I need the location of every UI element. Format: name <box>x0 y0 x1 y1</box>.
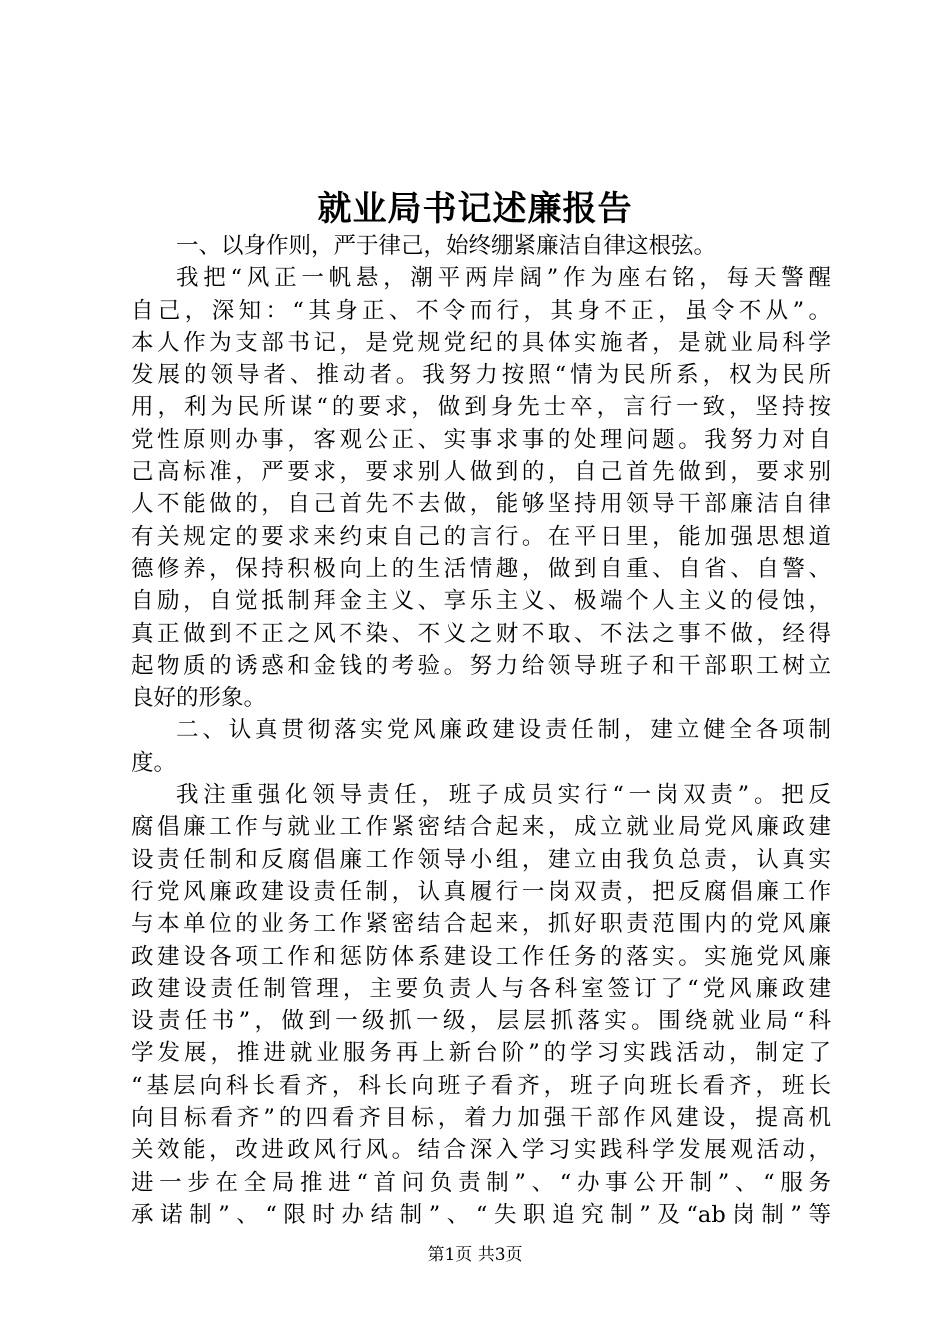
text-line: 发展的领导者、推动者。我努力按照“情为民所系，权为民所 <box>131 362 831 389</box>
text-line: “基层向科长看齐，科长向班子看齐，班子向班长看齐，班长 <box>131 1072 831 1099</box>
text-line: 行党风廉政建设责任制，认真履行一岗双责，把反腐倡廉工作 <box>131 878 831 905</box>
text-line: 向目标看齐”的四看齐目标，着力加强干部作风建设，提高机 <box>131 1105 831 1132</box>
text-line: 党性原则办事，客观公正、实事求事的处理问题。我努力对自 <box>131 426 831 453</box>
text-line: 政建设各项工作和惩防体系建设工作任务的落实。实施党风廉 <box>131 943 831 970</box>
text-line: 德修养，保持积极向上的生活情趣，做到自重、自省、自警、 <box>131 555 831 582</box>
text-line: 我注重强化领导责任，班子成员实行“一岗双责”。把反 <box>176 782 831 809</box>
text-line: 设责任书”，做到一级抓一级，层层抓落实。围绕就业局“科 <box>131 1008 831 1035</box>
text-line: 政建设责任制管理，主要负责人与各科室签订了“党风廉政建 <box>131 975 831 1002</box>
text-line: 关效能，改进政风行风。结合深入学习实践科学发展观活动， <box>131 1137 831 1164</box>
text-line: 与本单位的业务工作紧密结合起来，抓好职责范围内的党风廉 <box>131 911 831 938</box>
document-body <box>131 230 831 1231</box>
text-line: 良好的形象。 <box>131 685 267 712</box>
text-line: 腐倡廉工作与就业工作紧密结合起来，成立就业局党风廉政建 <box>131 814 831 841</box>
text-line: 承诺制”、“限时办结制”、“失职追究制”及“ab岗制”等 <box>131 1201 831 1228</box>
text-line: 本人作为支部书记，是党规党纪的具体实施者，是就业局科学 <box>131 329 831 356</box>
text-line: 己高标准，严要求，要求别人做到的，自己首先做到，要求别 <box>131 459 831 486</box>
section-heading: 二、认真贯彻落实党风廉政建设责任制，建立健全各项制 <box>176 717 831 744</box>
text-line: 人不能做的，自己首先不去做，能够坚持用领导干部廉洁自律 <box>131 491 831 518</box>
text-line: 自励，自觉抵制拜金主义、享乐主义、极端个人主义的侵蚀， <box>131 588 831 615</box>
section-heading: 一、以身作则，严于律己，始终绷紧廉洁自律这根弦。 <box>176 233 717 259</box>
text-line: 真正做到不正之风不染、不义之财不取、不法之事不做，经得 <box>131 620 831 647</box>
text-line: 我把“风正一帆悬，潮平两岸阔”作为座右铭，每天警醒 <box>176 265 831 292</box>
page-footer: 第1页 共3页 <box>427 1245 523 1265</box>
text-line: 设责任制和反腐倡廉工作领导小组，建立由我负总责，认真实 <box>131 846 831 873</box>
text-line: 起物质的诱惑和金钱的考验。努力给领导班子和干部职工树立 <box>131 652 831 679</box>
text-line: 学发展，推进就业服务再上新台阶”的学习实践活动，制定了 <box>131 1040 831 1067</box>
section-heading-continued: 度。 <box>131 749 177 776</box>
text-line: 自己，深知：“其身正、不令而行，其身不正，虽令不从”。 <box>131 297 831 324</box>
text-line: 有关规定的要求来约束自己的言行。在平日里，能加强思想道 <box>131 523 831 550</box>
text-line: 进一步在全局推进“首问负责制”、“办事公开制”、“服务 <box>131 1169 831 1196</box>
document-title: 就业局书记述廉报告 <box>317 189 633 229</box>
text-line: 用，利为民所谋“的要求，做到身先士卒，言行一致，坚持按 <box>131 394 831 421</box>
